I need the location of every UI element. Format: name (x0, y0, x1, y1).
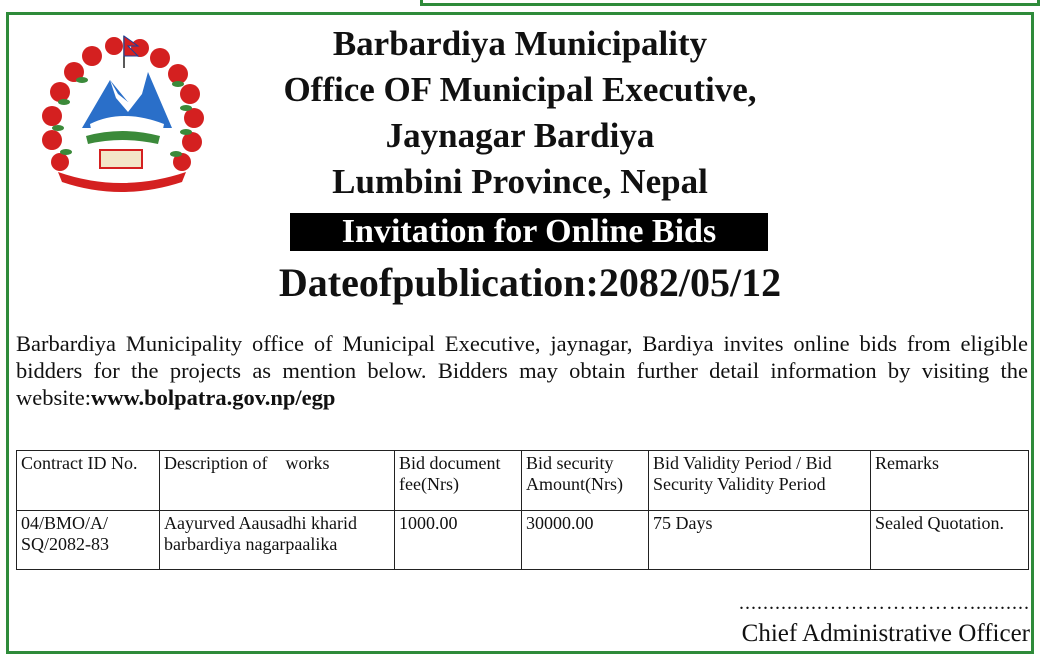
notice-title-banner: Invitation for Online Bids (290, 213, 768, 251)
cell-bid-security: 30000.00 (522, 511, 649, 570)
table-header-row (17, 451, 1029, 511)
signature-line: ..............………………….......... (739, 592, 1030, 614)
cell-remarks: Sealed Quotation. (871, 511, 1029, 570)
header-description: Description of works (160, 451, 395, 511)
header-province: Lumbini Province, Nepal (332, 162, 708, 201)
cell-validity: 75 Days (649, 511, 871, 570)
header-contract-id: Contract ID No. (17, 451, 160, 511)
top-frame-strip (420, 0, 1040, 6)
header-location: Jaynagar Bardiya (385, 116, 655, 155)
bids-table (16, 450, 1029, 570)
signatory-title: Chief Administrative Officer (741, 620, 1030, 647)
cell-contract-id: 04/BMO/A/ SQ/2082-83 (17, 511, 160, 570)
publication-date: Dateofpublication:2082/05/12 (278, 260, 782, 305)
intro-paragraph (16, 330, 1028, 411)
intro-text: Barbardiya Municipality office of Municipal Executive, jaynagar, Bardiya invites online bids from eligible bidders for the projects as mention below. Bidders may obtain further detail information by visiting the website: (16, 331, 1028, 410)
header-municipality: Barbardiya Municipality (332, 24, 708, 63)
header-validity: Bid Validity Period / Bid Security Validity Period (649, 451, 871, 511)
cell-description: Aayurved Aausadhi kharid barbardiya nagarpaalika (160, 511, 395, 570)
nepal-emblem-icon (30, 32, 212, 194)
header-bid-fee: Bid document fee(Nrs) (395, 451, 522, 511)
header-office: Office OF Municipal Executive, (283, 70, 757, 109)
header-remarks: Remarks (871, 451, 1029, 511)
header-bid-security: Bid security Amount(Nrs) (522, 451, 649, 511)
table-row (17, 511, 1029, 570)
website-link[interactable]: www.bolpatra.gov.np/egp (90, 385, 336, 410)
cell-bid-fee: 1000.00 (395, 511, 522, 570)
